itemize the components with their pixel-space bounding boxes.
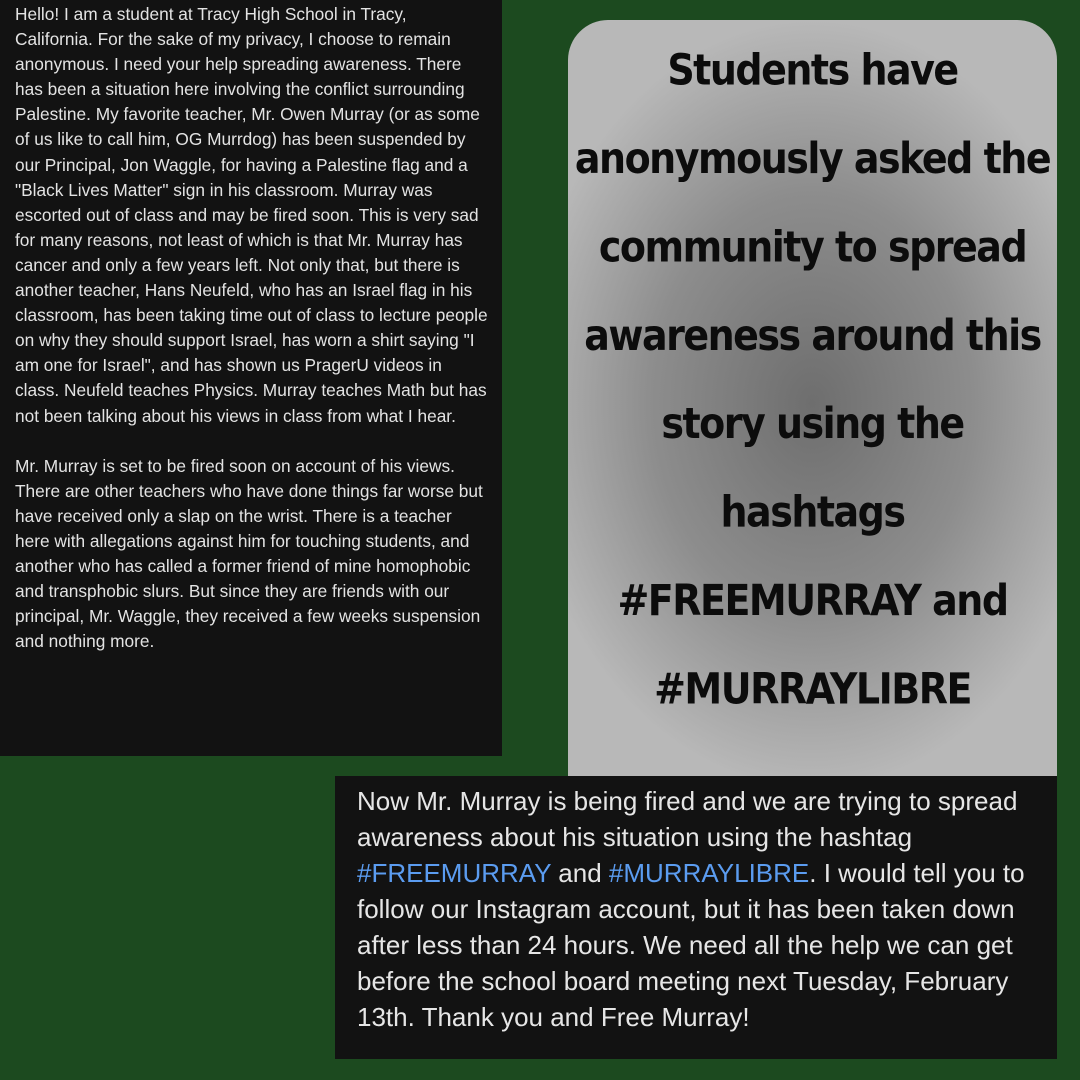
hashtag-freemurray-link[interactable]: #FREEMURRAY bbox=[357, 858, 552, 888]
headline-line: awareness around this bbox=[584, 310, 1041, 360]
bottom-text-after: . I would tell you to follow our Instagram account, but it has been taken down after less than 24 hours. We need all the help we can get before the school board meeting next Tuesday, February 13th. Thank you and Free Murray! bbox=[357, 858, 1025, 1032]
headline-line: anonymously asked the bbox=[574, 133, 1051, 183]
headline-card bbox=[568, 20, 1057, 820]
bottom-text-before: Now Mr. Murray is being fired and we are trying to spread awareness about his situation using the hashtag bbox=[357, 786, 1018, 852]
bottom-text-between: and bbox=[551, 858, 609, 888]
headline-line: community to spread bbox=[598, 222, 1027, 272]
hashtag-murraylibre-link[interactable]: #MURRAYLIBRE bbox=[608, 858, 810, 888]
headline-line: #FREEMURRAY and bbox=[617, 576, 1008, 626]
headline-line: Students have bbox=[667, 45, 958, 95]
bottom-post-panel bbox=[335, 776, 1057, 1059]
headline-line: hashtags bbox=[720, 487, 905, 537]
bottom-post-text bbox=[357, 783, 1037, 1035]
headline-line: story using the bbox=[661, 399, 964, 449]
left-post-paragraph-2: Mr. Murray is set to be fired soon on account of his views. There are other teachers who have done things far worse but have received only a slap on the wrist. There is a teacher here with allegations against him for touching students, and another who has called a former friend of mine homophobic and transphobic slurs. But since they are friends with our principal, Mr. Waggle, they received a few weeks suspension and nothing more. bbox=[15, 455, 483, 652]
headline-text bbox=[568, 26, 1057, 734]
left-post-paragraph-1: Hello! I am a student at Tracy High School in Tracy, California. For the sake of my privacy, I choose to remain anonymous. I need your help spreading awareness. There has been a situation here involving the conflict surrounding Palestine. My favorite teacher, Mr. Owen Murray (or as some of us like to call him, OG Murrdog) has been suspended by our Principal, Jon Waggle, for having a Palestine flag and a "Black Lives Matter" sign in his classroom. Murray was escorted out of class and may be fired soon. This is very sad for many reasons, not least of which is that Mr. Murray has cancer and only a few years left. Not only that, but there is another teacher, Hans Neufeld, who has an Israel flag in his classroom, has been taking time out of class to lecture people on why they should support Israel, has worn a shirt saying "I am one for Israel", and has shown us PragerU videos in class. Neufeld teaches Physics. Murray teaches Math but has not been talking about his views in class from what I hear. bbox=[15, 4, 488, 426]
left-post-panel bbox=[0, 0, 502, 756]
headline-line: #MURRAYLIBRE bbox=[654, 664, 971, 714]
